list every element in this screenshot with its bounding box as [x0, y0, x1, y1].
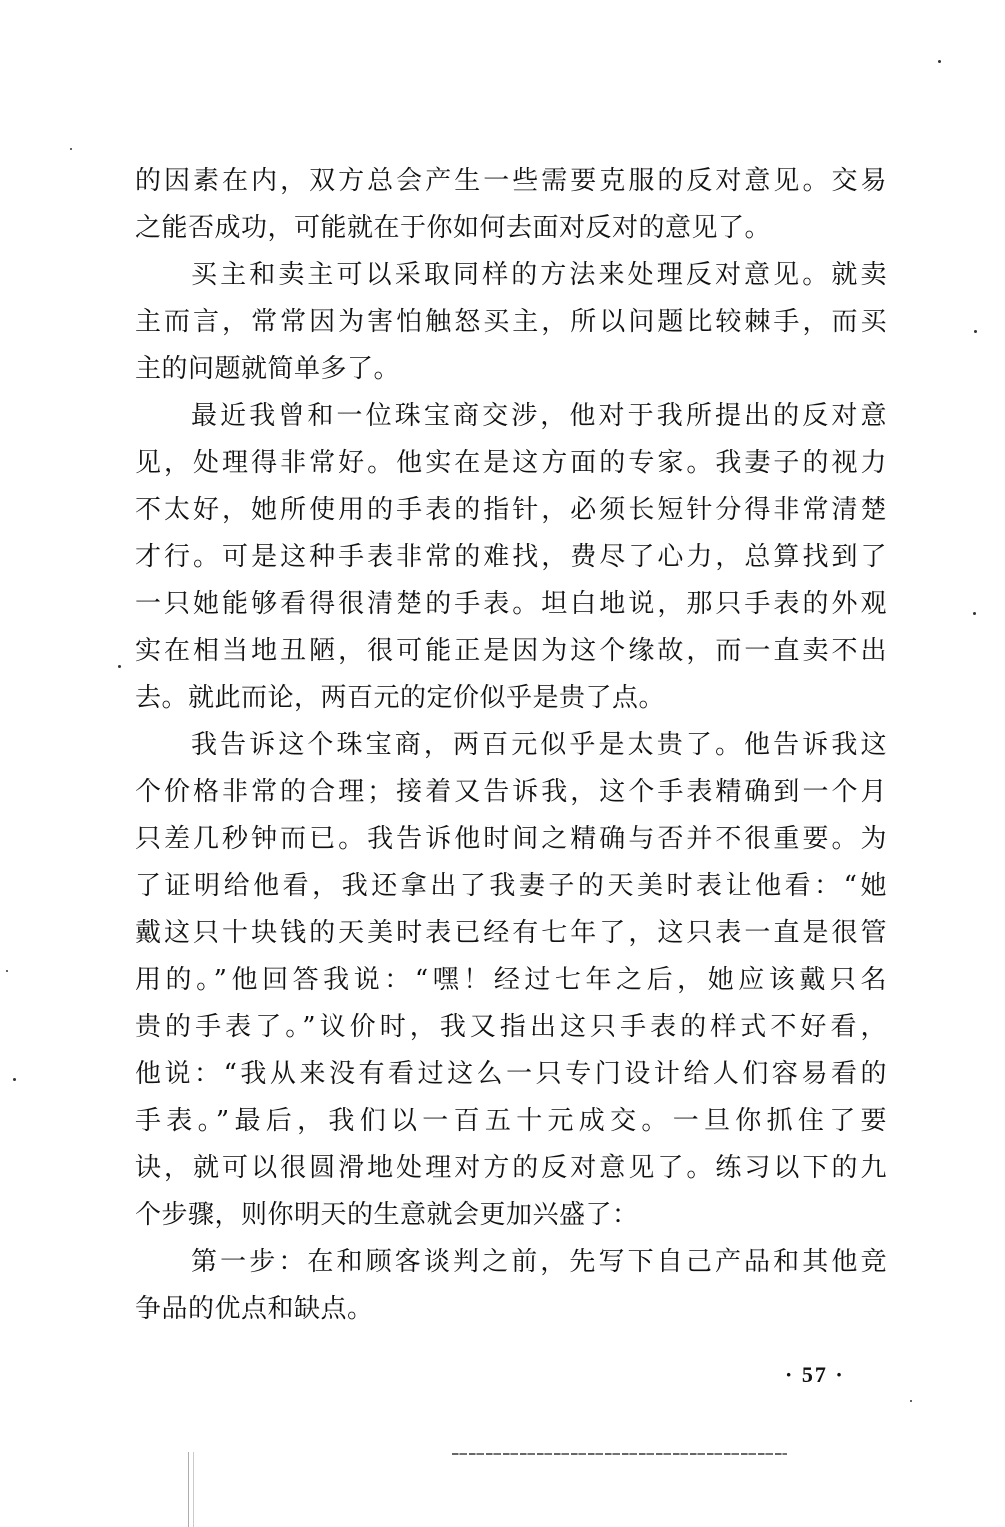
text-line-1: 的因素在内，双方总会产生一些需要克服的反对意见。交易	[135, 166, 887, 196]
text-line-5: 主的问题就简单多了。	[135, 354, 401, 384]
scan-speck	[70, 148, 72, 150]
text-line-6: 最近我曾和一位珠宝商交涉，他对于我所提出的反对意	[191, 401, 887, 431]
text-line-8: 不太好，她所使用的手表的指针，必须长短针分得非常清楚	[135, 495, 887, 525]
text-line-13: 我告诉这个珠宝商，两百元似乎是太贵了。他告诉我这	[191, 730, 887, 760]
page-number: · 57 ·	[785, 1362, 845, 1387]
text-line-4: 主而言，常常因为害怕触怒买主，所以问题比较棘手，而买	[135, 307, 887, 337]
text-line-17: 戴这只十块钱的天美时表已经有七年了，这只表一直是很管	[135, 918, 887, 948]
text-line-10: 一只她能够看得很清楚的手表。坦白地说，那只手表的外观	[135, 589, 887, 619]
text-line-7: 见，处理得非常好。他实在是这方面的专家。我妻子的视力	[135, 448, 887, 478]
scan-speck	[118, 665, 121, 668]
text-line-3: 买主和卖主可以采取同样的方法来处理反对意见。就卖	[191, 260, 887, 290]
text-line-19: 贵的手表了。”议价时，我又指出这只手表的样式不好看，	[135, 1012, 887, 1042]
scan-speck	[6, 970, 8, 972]
scan-speck	[974, 330, 977, 333]
text-line-25: 争品的优点和缺点。	[135, 1294, 374, 1324]
scan-speck	[938, 60, 941, 63]
text-line-12: 去。就此而论，两百元的定价似乎是贵了点。	[135, 683, 666, 713]
text-line-22: 诀，就可以很圆滑地处理对方的反对意见了。练习以下的九	[135, 1153, 887, 1183]
binding-mark	[188, 1452, 194, 1527]
text-line-20: 他说：“我从来没有看过这么一只专门设计给人们容易看的	[135, 1059, 887, 1089]
text-line-24: 第一步：在和顾客谈判之前，先写下自己产品和其他竞	[191, 1247, 887, 1277]
scan-speck	[910, 1400, 912, 1402]
text-line-2: 之能否成功，可能就在于你如何去面对反对的意见了。	[135, 213, 772, 243]
body-text	[135, 158, 887, 1333]
text-line-23: 个步骤，则你明天的生意就会更加兴盛了：	[135, 1200, 639, 1230]
text-line-11: 实在相当地丑陋，很可能正是因为这个缘故，而一直卖不出	[135, 636, 887, 666]
text-line-16: 了证明给他看，我还拿出了我妻子的天美时表让他看：“她	[135, 871, 887, 901]
text-line-15: 只差几秒钟而已。我告诉他时间之精确与否并不很重要。为	[135, 824, 887, 854]
text-line-18: 用的。”他回答我说：“嘿！经过七年之后，她应该戴只名	[135, 965, 887, 995]
text-line-21: 手表。”最后，我们以一百五十元成交。一旦你抓住了要	[135, 1106, 887, 1136]
scan-edge-rule	[452, 1453, 787, 1455]
scan-speck	[973, 612, 976, 615]
text-line-14: 个价格非常的合理；接着又告诉我，这个手表精确到一个月	[135, 777, 887, 807]
text-line-9: 才行。可是这种手表非常的难找，费尽了心力，总算找到了	[135, 542, 887, 572]
scan-speck	[13, 1078, 16, 1081]
